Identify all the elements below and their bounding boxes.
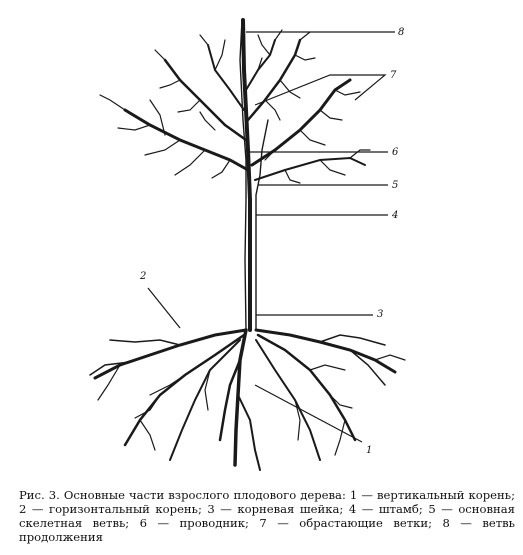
label-8: 8: [398, 27, 405, 38]
label-3: 3: [377, 309, 384, 320]
branch-left-upper: [165, 60, 246, 140]
leader-lines: [148, 32, 395, 442]
leader-7: [255, 75, 385, 105]
leader-2: [148, 288, 180, 328]
branch-right-low: [255, 158, 365, 180]
label-6: 6: [392, 147, 399, 158]
branch-right-high: [246, 40, 275, 90]
label-2: 2: [140, 271, 147, 282]
label-1: 1: [366, 445, 373, 456]
label-5: 5: [392, 180, 399, 191]
branch-right-upper: [248, 40, 300, 120]
branch-left-high: [208, 45, 244, 110]
root-system: [90, 330, 405, 470]
label-4: 4: [392, 210, 399, 221]
root-horizontal-left: [95, 330, 246, 378]
label-7: 7: [390, 70, 397, 81]
figure-caption: Рис. 3. Основные части взрослого плодового дерева: 1 — вертикальный корень; 2 — горизонтальный корень; 3 — корневая шейка; 4 — штамб; 5 — основная скелетная ветвь; 6 — проводник; 7 — обрастающие ветки; 8 — ветвь продолжения: [19, 488, 515, 544]
leader-1: [255, 385, 362, 442]
crown-branches: [100, 30, 370, 183]
root-vertical: [235, 330, 246, 465]
